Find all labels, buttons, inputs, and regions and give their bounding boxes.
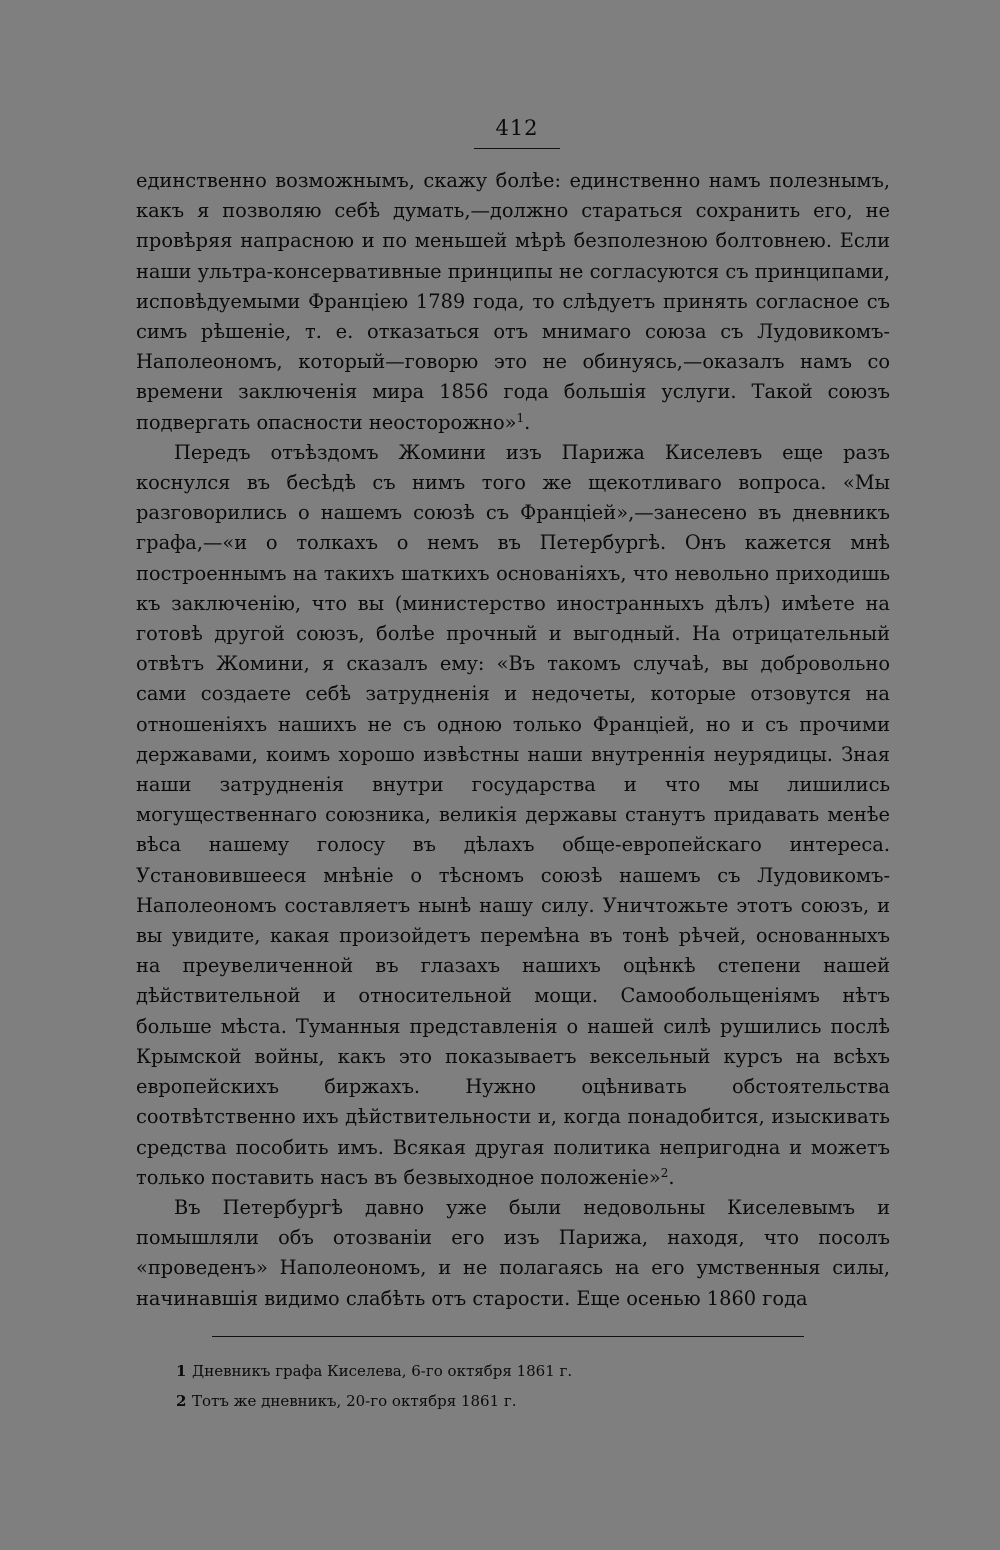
- paragraph-text: единственно возможнымъ, скажу болѣе: единственно намъ полезнымъ, какъ я позволяю себѣ думать,—должно стараться сохранить его, не провѣряя напрасною и по меньшей мѣрѣ безполезною болтовнею. Если наши ультра-консервативные принципы не согласуются съ принципами, исповѣдуемыми Франціею 1789 года, то слѣдуетъ принять согласное съ симъ рѣшеніе, т. е. отказаться отъ мнимаго союза съ Лудовикомъ-Наполеономъ, который—говорю это не обинуясь,—оказалъ намъ со времени заключенія мира 1856 года большія услуги. Такой союзъ подвергать опасности неосторожно»: [136, 169, 890, 434]
- footnotes: [176, 1356, 816, 1416]
- paragraph-continued: [136, 166, 890, 438]
- paragraph-text: Въ Петербургѣ давно уже были недовольны Киселевымъ и помышляли объ отозваніи его изъ Парижа, находя, что посолъ «проведенъ» Наполеономъ, и не полагаясь на его умственныя силы, начинавшія видимо слабѣть отъ старости. Еще осенью 1860 года: [136, 1195, 890, 1310]
- footnote-ref-1: 1: [516, 410, 525, 425]
- footnote-mark: 1: [176, 1362, 187, 1380]
- footnote-1: [176, 1356, 816, 1386]
- body-text: [136, 166, 890, 1314]
- footnote-separator: [212, 1336, 804, 1337]
- footnote-ref-2: 2: [660, 1165, 669, 1180]
- paragraph-text: Передъ отъѣздомъ Жомини изъ Парижа Киселевъ еще разъ коснулся въ бесѣдѣ съ нимъ того же щекотливаго вопроса. «Мы разговорились о нашемъ союзѣ съ Франціей»,—занесено въ дневникъ графа,—«и о толкахъ о немъ въ Петербургѣ. Онъ кажется мнѣ построеннымъ на такихъ шаткихъ основаніяхъ, что невольно приходишь къ заключенію, что вы (министерство иностранныхъ дѣлъ) имѣете на готовѣ другой союзъ, болѣе прочный и выгодный. На отрицательный отвѣтъ Жомини, я сказалъ ему: «Въ такомъ случаѣ, вы добровольно сами создаете себѣ затрудненія и недочеты, которые отзовутся на отношеніяхъ нашихъ не съ одною только Франціей, но и съ прочими державами, коимъ хорошо извѣстны наши внутреннія неурядицы. Зная наши затрудненія внутри государства и что мы лишились могущественнаго союзника, великія державы станутъ придавать менѣе вѣса нашему голосу въ дѣлахъ обще-европейскаго интереса. Установившееся мнѣніе о тѣсномъ союзѣ нашемъ съ Лудовикомъ-Наполеономъ составляетъ нынѣ нашу силу. Уничтожьте этотъ союзъ, и вы увидите, какая произойдетъ перемѣна въ тонѣ рѣчей, основанныхъ на преувеличенной въ глазахъ нашихъ оцѣнкѣ степени нашей дѣйствительной и относительной мощи. Самообольщеніямъ нѣтъ больше мѣста. Туманныя представленія о нашей силѣ рушились послѣ Крымской войны, какъ это показываетъ вексельный курсъ на всѣхъ европейскихъ биржахъ. Нужно оцѣнивать обстоятельства соотвѣтственно ихъ дѣйствительности и, когда понадобится, изыскивать средства пособить имъ. Всякая другая политика непригодна и можетъ только поставить насъ въ безвыходное положеніе»: [136, 440, 890, 1189]
- footnote-text: Дневникъ графа Киселева, 6-го октября 1861 г.: [192, 1362, 573, 1380]
- page-number-rule: [474, 148, 560, 149]
- paragraph-tail: .: [524, 410, 531, 434]
- paragraph-last: [136, 1193, 890, 1314]
- footnote-text: Тотъ же дневникъ, 20-го октября 1861 г.: [192, 1392, 517, 1410]
- page-number: 412: [495, 116, 539, 140]
- footnote-2: [176, 1386, 816, 1416]
- footnote-mark: 2: [176, 1392, 187, 1410]
- paragraph: [136, 438, 890, 1193]
- paragraph-tail: .: [668, 1165, 675, 1189]
